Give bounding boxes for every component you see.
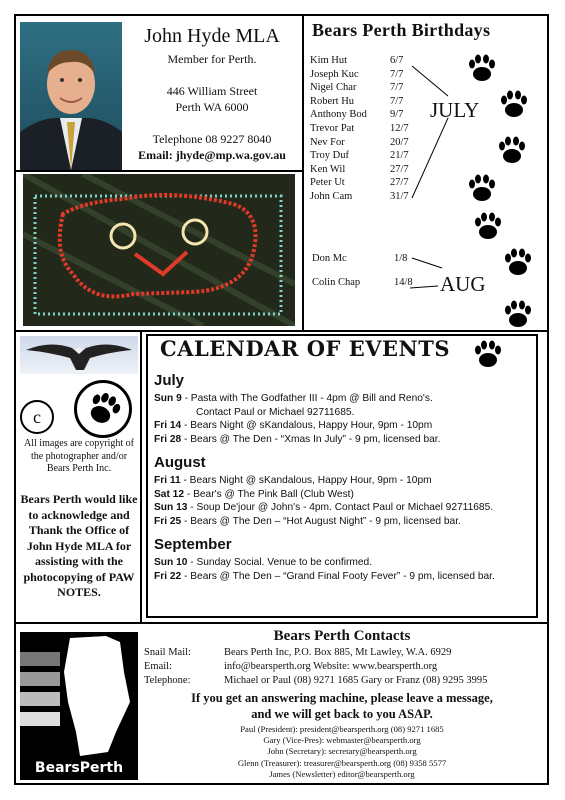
birthdays-title: Bears Perth Birthdays — [312, 20, 491, 40]
birthday-date: 27/7 — [390, 177, 409, 189]
mla-address-line2: Perth WA 6000 — [175, 100, 249, 114]
paw-print-icon — [494, 132, 530, 173]
calendar-event — [154, 570, 538, 583]
bears-perth-logo — [20, 632, 138, 780]
birthday-name: John Cam — [310, 191, 353, 202]
event-day: Fri 14 — [154, 420, 182, 431]
birthday-date: 7/7 — [390, 95, 404, 107]
contacts-title: Bears Perth Contacts — [273, 628, 411, 644]
calendar-event — [154, 392, 538, 405]
mla-address-line1: 446 William Street — [166, 84, 258, 98]
birthday-date: 31/7 — [390, 191, 409, 202]
eagle-photo — [20, 336, 138, 374]
birthday-name: Kim Hut — [310, 55, 348, 66]
event-text: - Bears @ The Den – “Hot August Night” - 9 pm, licensed bar. — [181, 515, 461, 527]
calendar-month-heading: September — [154, 536, 232, 553]
event-day: Sat 12 — [154, 488, 185, 500]
event-day: Sun 9 — [154, 393, 182, 404]
event-text: - Bear's @ The Pink Ball (Club West) — [184, 488, 354, 500]
divider — [16, 170, 302, 172]
contact-person: Glenn (Treasurer): treasurer@bearsperth.org (08) 9358 5577 — [237, 757, 447, 768]
paw-logo-icon — [74, 380, 132, 438]
birthday-name: Anthony Bod — [310, 109, 367, 121]
calendar-event — [154, 419, 538, 432]
birthday-date: 6/7 — [390, 55, 404, 66]
mla-contact-block — [124, 22, 300, 163]
birthday-name: Trevor Pat — [310, 123, 355, 134]
calendar-month-heading: July — [154, 372, 185, 389]
notice-line: If you get an answering machine, please leave a message, — [191, 691, 493, 705]
calendar-event — [154, 515, 538, 528]
event-text: - Bears @ The Den - “Xmas In July” - 9 pm, licensed bar. — [181, 433, 441, 445]
divider — [16, 330, 549, 332]
paw-print-icon — [464, 170, 500, 211]
contact-snail-mail — [144, 646, 451, 660]
notice-line: and we will get back to you ASAP. — [251, 707, 433, 721]
birthday-date: 7/7 — [390, 82, 404, 94]
contact-person: Gary (Vice-Pres): webmaster@bearsperth.org — [263, 735, 421, 746]
month-label-aug: AUG — [440, 272, 486, 296]
contact-person: John (Secretary): secretary@bearsperth.org — [267, 746, 417, 757]
calendar-event — [154, 501, 538, 514]
paw-print-icon — [464, 50, 500, 91]
event-text: Contact Paul or Michael 92711685. — [196, 406, 355, 418]
contact-telephone — [144, 674, 487, 688]
birthday-date: 14/8 — [394, 277, 413, 288]
contact-person: Paul (President): president@bearsperth.org (08) 9271 1685 — [240, 724, 444, 734]
calendar-event — [154, 406, 538, 419]
calendar-event — [154, 474, 538, 487]
birthday-date: 1/8 — [394, 253, 408, 264]
calendar-title: CALENDAR OF EVENTS — [160, 336, 451, 361]
event-day: Fri 25 — [154, 515, 182, 527]
event-day: Fri 22 — [154, 570, 182, 582]
event-text: - Bears Night @ sKandalous, Happy Hour, 9pm - 10pm — [180, 475, 432, 486]
paw-print-icon — [470, 208, 506, 249]
paw-print-icon — [500, 296, 536, 337]
mla-role: Member for Perth. — [167, 52, 257, 66]
contact-value: Bears Perth Inc, P.O. Box 885, Mt Lawley, W.A. 6929 — [224, 647, 452, 658]
divider — [16, 622, 549, 624]
contact-email — [144, 660, 437, 674]
event-day: Fri 28 — [154, 433, 182, 445]
copyright-icon: c — [20, 400, 54, 434]
birthday-name: Colin Chap — [312, 277, 361, 288]
birthday-date: 27/7 — [390, 163, 409, 175]
birthday-connector-lines — [300, 50, 460, 300]
divider — [140, 330, 142, 622]
birthday-date: 7/7 — [390, 68, 404, 80]
contact-value: Michael or Paul (08) 9271 1685 Gary or Franz (08) 9295 3995 — [224, 675, 488, 686]
event-text: - Bears Night @ sKandalous, Happy Hour, 9pm - 10pm — [181, 420, 433, 431]
event-text: - Pasta with The Godfather III - 4pm @ Bill and Reno's. — [181, 393, 433, 404]
mla-name: John Hyde MLA — [144, 25, 280, 47]
birthday-name: Nev For — [310, 136, 345, 148]
copyright-text: All images are copyright of the photographer and/or Bears Perth Inc. — [24, 438, 134, 474]
birthday-date: 9/7 — [390, 109, 404, 121]
birthday-date: 12/7 — [390, 123, 409, 134]
calendar-month-heading: August — [154, 454, 206, 471]
christmas-lights-photo — [23, 174, 295, 326]
contact-label: Telephone: — [144, 675, 191, 686]
birthday-name: Ken Wil — [310, 163, 346, 175]
calendar-event — [154, 433, 538, 446]
answering-machine-notice — [146, 690, 538, 722]
birthday-name: Peter Ut — [310, 177, 345, 189]
calendar-event — [154, 488, 538, 501]
birthday-name: Joseph Kuc — [310, 68, 359, 80]
mla-telephone: Telephone 08 9227 8040 — [152, 132, 272, 146]
event-day: Sun 13 — [154, 502, 188, 513]
event-text: - Soup De'jour @ John's - 4pm. Contact Paul or Michael 92711685. — [187, 502, 494, 513]
acknowledgement-text: Bears Perth would like to acknowledge and Thank the Office of John Hyde MLA for assisting with the photocopying of PAW NOTES. — [20, 492, 138, 599]
event-day: Fri 11 — [154, 475, 181, 486]
contact-value[interactable]: info@bearsperth.org Website: www.bearsperth.org — [224, 661, 438, 672]
contact-label: Snail Mail: — [144, 647, 191, 658]
paw-print-icon — [500, 244, 536, 285]
mla-photo — [20, 22, 122, 170]
birthday-date: 21/7 — [390, 150, 409, 162]
birthday-name: Don Mc — [312, 253, 347, 264]
birthday-name: Robert Hu — [310, 95, 355, 107]
paw-print-icon — [496, 86, 532, 127]
event-text: - Bears @ The Den – “Grand Final Footy Fever” - 9 pm, licensed bar. — [181, 570, 495, 582]
birthday-name: Nigel Char — [310, 82, 357, 94]
logo-text: BearsPerth — [34, 760, 124, 776]
calendar-event — [154, 556, 538, 569]
birthday-date: 20/7 — [390, 136, 409, 148]
event-day: Sun 10 — [154, 557, 188, 568]
contact-label: Email: — [144, 661, 172, 672]
birthday-name: Troy Duf — [310, 150, 349, 162]
mla-email: Email: jhyde@mp.wa.gov.au — [138, 148, 286, 162]
month-label-july: JULY — [430, 98, 480, 122]
contact-person: James (Newsletter) editor@bearsperth.org — [269, 768, 415, 779]
event-text: - Sunday Social. Venue to be confirmed. — [187, 557, 373, 568]
